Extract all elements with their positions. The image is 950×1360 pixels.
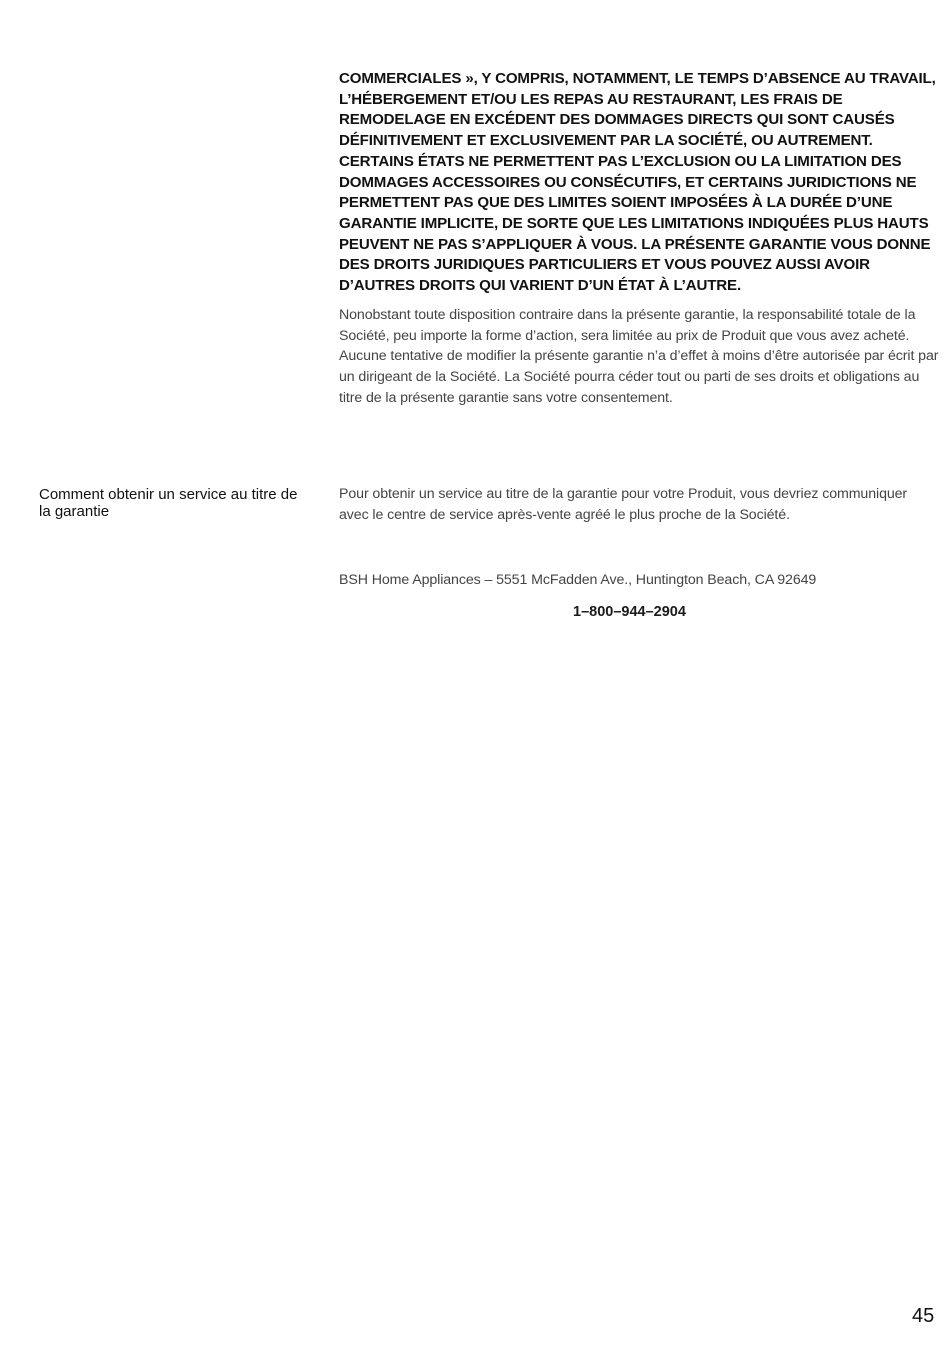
liability-limitation-paragraph: Nonobstant toute disposition contraire dans la présente garantie, la responsabilité totale de la Société, peu importe la forme d’action, sera limitée au prix de Produit que vous avez acheté. Aucune tentative de modifier la présente garantie n’a d’effet à moins d’être autorisée par écrit par un dirigeant de la Société. La Société pourra céder tout ou parti de ses droits et obligations au titre de la présente garantie sans votre consentement. bbox=[339, 306, 939, 406]
warranty-exclusions-paragraph: COMMERCIALES », Y COMPRIS, NOTAMMENT, LE TEMPS D’ABSENCE AU TRAVAIL, L’HÉBERGEMENT ET/OU LES REPAS AU RESTAURANT, LES FRAIS DE REMODELAGE EN EXCÉDENT DES DOMMAGES DIRECTS QUI SONT CAUSÉS DÉFINITIVEMENT ET EXCLUSIVEMENT PAR LA SOCIÉTÉ, OU AUTREMENT. CERTAINS ÉTATS NE PERMETTENT PAS L’EXCLUSION OU LA LIMITATION DES DOMMAGES ACCESSOIRES OU CONSÉCUTIFS, ET CERTAINS JURIDICTIONS NE PERMETTENT PAS QUE DES LIMITES SOIENT IMPOSÉES À LA DURÉE D’UNE GARANTIE IMPLICITE, DE SORTE QUE LES LIMITATIONS INDIQUÉES PLUS HAUTS PEUVENT NE PAS S’APPLIQUER À VOUS. LA PRÉSENTE GARANTIE VOUS DONNE DES DROITS JURIDIQUES PARTICULIERS ET VOUS POUVEZ AUSSI AVOIR D’AUTRES DROITS QUI VARIENT D’UN ÉTAT À L’AUTRE. bbox=[339, 70, 936, 295]
page-number: 45 bbox=[912, 1305, 935, 1327]
company-address: BSH Home Appliances – 5551 McFadden Ave., Huntington Beach, CA 92649 bbox=[339, 572, 817, 588]
service-instructions bbox=[339, 484, 939, 526]
warranty-text-column bbox=[339, 69, 939, 409]
service-instructions-paragraph: Pour obtenir un service au titre de la garantie pour votre Produit, vous devriez communiquer avec le centre de service après-vente agréé le plus proche de la Société. bbox=[339, 486, 908, 523]
service-phone-number: 1–800–944–2904 bbox=[573, 604, 686, 620]
service-section-heading: Comment obtenir un service au titre de la garantie bbox=[39, 486, 298, 520]
